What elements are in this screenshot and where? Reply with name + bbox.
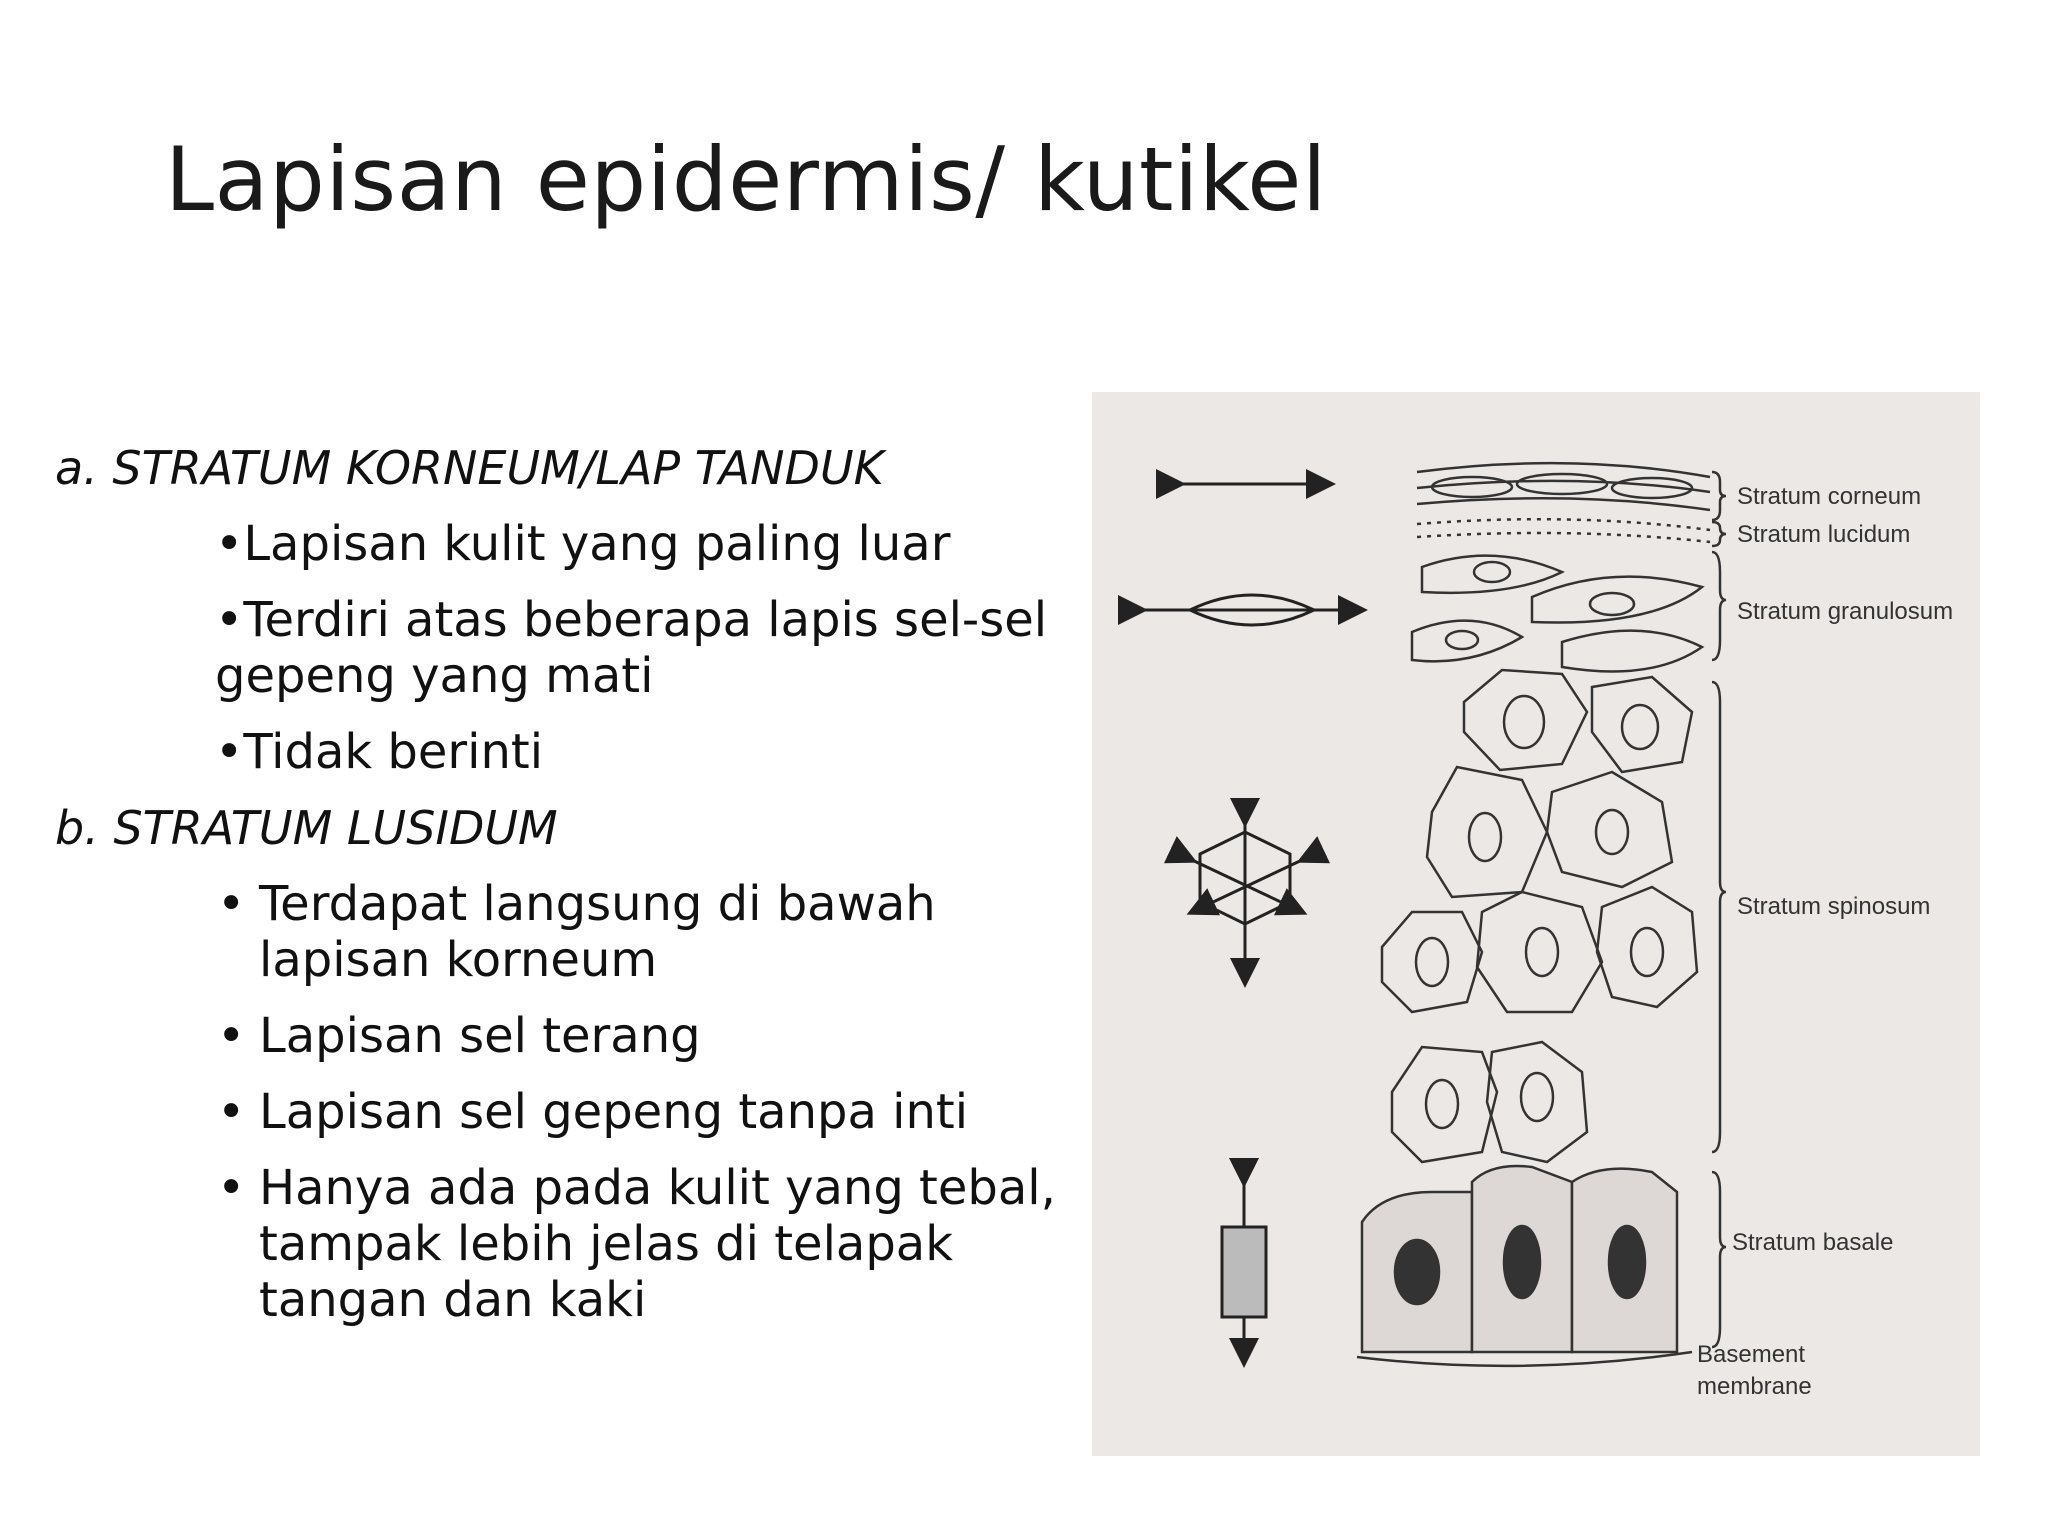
section-b-item: [217, 1008, 1055, 1064]
columnar-shape-icon: [1222, 1182, 1266, 1362]
section-b-item: [217, 1160, 1079, 1328]
bullet-icon: •: [217, 1084, 246, 1140]
section-a-item: •Terdiri atas beberapa lapis sel-sel gepeng yang mati: [215, 592, 1048, 704]
section-a-item: •Lapisan kulit yang paling luar: [215, 516, 951, 572]
label-stratum-spinosum: Stratum spinosum: [1737, 893, 1931, 920]
stratum-corneum-layer: [1417, 463, 1710, 542]
section-a-item: •Tidak berinti: [215, 724, 544, 780]
epidermis-diagram: [1092, 392, 1980, 1456]
label-stratum-lucidum: Stratum lucidum: [1737, 521, 1911, 548]
spindle-shape-icon: [1142, 595, 1362, 625]
section-b-item-text: Hanya ada pada kulit yang tebal, tampak lebih jelas di telapak tangan dan kaki: [259, 1160, 1056, 1328]
section-b-item: [217, 876, 1019, 988]
label-stratum-granulosum: Stratum granulosum: [1737, 598, 1954, 625]
bullet-icon: •: [217, 1160, 246, 1216]
bullet-icon: •: [217, 1008, 246, 1064]
section-b-item-text: Terdapat langsung di bawah lapisan korneum: [259, 876, 936, 988]
section-b-item-text: Lapisan sel gepeng tanpa inti: [259, 1084, 969, 1140]
stratum-spinosum-layer: [1382, 670, 1697, 1162]
label-stratum-basale: Stratum basale: [1732, 1229, 1894, 1256]
section-a-heading: a. STRATUM KORNEUM/LAP TANDUK: [55, 441, 884, 495]
section-b-heading: b. STRATUM LUSIDUM: [55, 801, 558, 855]
label-stratum-corneum: Stratum corneum: [1737, 483, 1922, 510]
section-b-item-text: Lapisan sel terang: [259, 1008, 701, 1064]
label-basement-1: Basement: [1697, 1341, 1806, 1368]
slide-body: [55, 440, 1055, 1348]
slide-title: Lapisan epidermis/ kutikel: [165, 128, 1327, 231]
polygonal-shape-icon: [1192, 822, 1302, 982]
label-basement-2: membrane: [1697, 1373, 1812, 1400]
bullet-icon: •: [217, 876, 246, 932]
stratum-basale-layer: [1357, 1166, 1692, 1366]
layer-brackets: [1712, 472, 1726, 1347]
stratum-granulosum-layer: [1412, 556, 1702, 672]
section-b-item: [217, 1084, 1055, 1140]
